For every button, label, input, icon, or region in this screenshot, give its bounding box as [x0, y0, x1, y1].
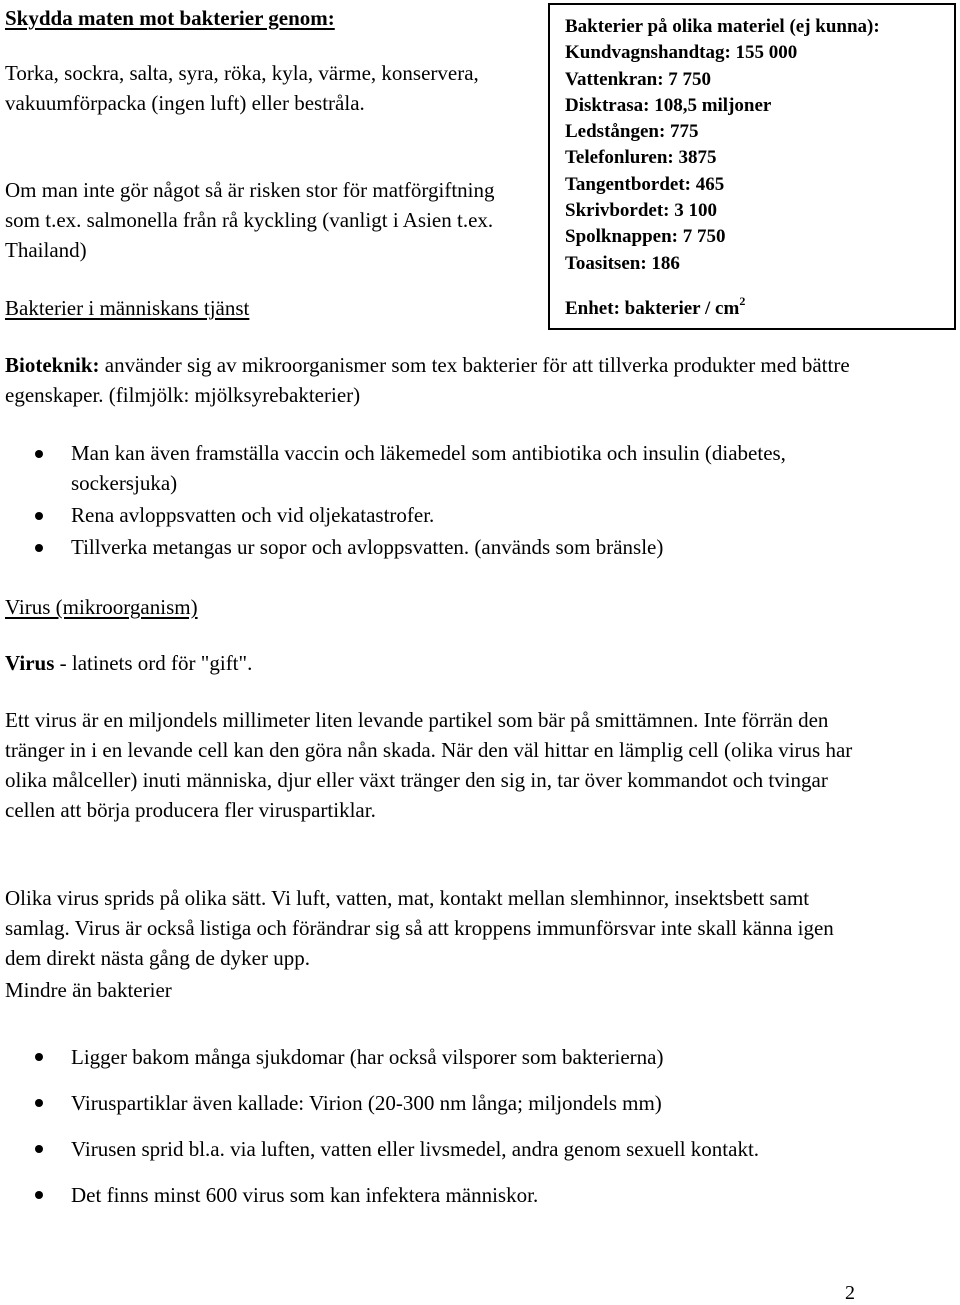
bullet-icon [35, 1191, 43, 1199]
list-item [5, 1172, 835, 1218]
infobox-unit-text: Enhet: bakterier / cm [565, 298, 740, 319]
bullet-icon [35, 1145, 43, 1153]
infobox-item: Ledstången: 775 [565, 121, 699, 143]
heading-virus: Virus (mikroorganism) [5, 595, 198, 619]
paragraph-konservering: Torka, sockra, salta, syra, röka, kyla, värme, konservera, vakuumförpacka (ingen luft) eller bestråla. [5, 61, 479, 115]
bullet-icon [35, 1099, 43, 1107]
infobox-item: Kundvagnshandtag: 155 000 [565, 42, 798, 64]
list-item [5, 1080, 835, 1126]
infobox-item: Disktrasa: 108,5 miljoner [565, 94, 772, 116]
heading-skydda-maten: Skydda maten mot bakterier genom: [5, 6, 335, 30]
paragraph-matforgiftning: Om man inte gör något så är risken stor för matförgiftning som t.ex. salmonella från rå kyckling (vanligt i Asien t.ex. Thailand) [5, 178, 495, 262]
bullet-icon [35, 512, 43, 520]
paragraph-virus-definition [5, 648, 252, 678]
list-item-text: Virusen sprid bl.a. via luften, vatten eller livsmedel, andra genom sexuell kontakt. [71, 1137, 760, 1161]
infobox-title: Bakterier på olika materiel (ej kunna): [565, 16, 880, 37]
infobox-item: Skrivbordet: 3 100 [565, 200, 717, 222]
bullet-icon [35, 1053, 43, 1061]
paragraph-virus-spread: Olika virus sprids på olika sätt. Vi luft, vatten, mat, kontakt mellan slemhinnor, insektsbett samt samlag. Virus är också listiga och förändrar sig så att kroppens immunförsvar inte skall känna igen dem direkt nästa gång de dyker upp. [5, 886, 834, 970]
infobox-item: Spolknappen: 7 750 [565, 226, 726, 248]
virus-term: Virus [5, 651, 55, 675]
list-item-text: Det finns minst 600 virus som kan infektera människor. [71, 1183, 539, 1207]
bullet-icon [35, 544, 43, 552]
infobox-unit-superscript: 2 [739, 293, 746, 308]
bacteria-info-box [548, 3, 956, 330]
list-item-text: Ligger bakom många sjukdomar (har också vilsporer som bakterierna) [71, 1045, 664, 1069]
virus-list [5, 1034, 835, 1218]
list-item-text: Viruspartiklar även kallade: Virion (20-300 nm långa; miljondels mm) [71, 1091, 662, 1115]
bioteknik-term: Bioteknik: [5, 353, 100, 377]
infobox-unit [565, 293, 746, 322]
infobox-item: Tangentbordet: 465 [565, 173, 725, 195]
paragraph-virus-description: Ett virus är en miljondels millimeter liten levande partikel som bär på smittämnen. Inte förrän den tränger in i en levande cell kan den göra nån skada. När den väl hittar en lämplig cell (olika virus har olika målceller) inuti människa, djur eller växt tränger den sig in, tar över kommandot och tvingar cellen att börja producera fler viruspartiklar. [5, 708, 853, 822]
bullet-icon [35, 450, 43, 458]
page-number: 2 [845, 1282, 855, 1304]
virus-definition-text: - latinets ord för "gift". [54, 651, 253, 675]
infobox-item: Toasitsen: 186 [565, 252, 680, 274]
list-item [5, 438, 835, 498]
list-item-text: Tillverka metangas ur sopor och avloppsvatten. (används som bränsle) [71, 535, 664, 559]
paragraph-bioteknik [5, 350, 855, 410]
bioteknik-list [5, 438, 835, 562]
list-item-text: Rena avloppsvatten och vid oljekatastrofer. [71, 503, 435, 527]
bioteknik-text: använder sig av mikroorganismer som tex bakterier för att tillverka produkter med bättre egenskaper. (filmjölk: mjölksyrebakterier) [5, 353, 850, 407]
infobox-item: Telefonluren: 3875 [565, 147, 717, 169]
list-item [5, 500, 835, 530]
list-item-text: Man kan även framställa vaccin och läkemedel som antibiotika och insulin (diabetes, sockersjuka) [71, 441, 786, 495]
heading-bakterier-tjanst: Bakterier i människans tjänst [5, 296, 250, 320]
paragraph-mindre-an-bakterier: Mindre än bakterier [5, 978, 172, 1002]
list-item [5, 1034, 835, 1080]
list-item [5, 1126, 835, 1172]
list-item [5, 532, 835, 562]
infobox-item: Vattenkran: 7 750 [565, 68, 712, 90]
